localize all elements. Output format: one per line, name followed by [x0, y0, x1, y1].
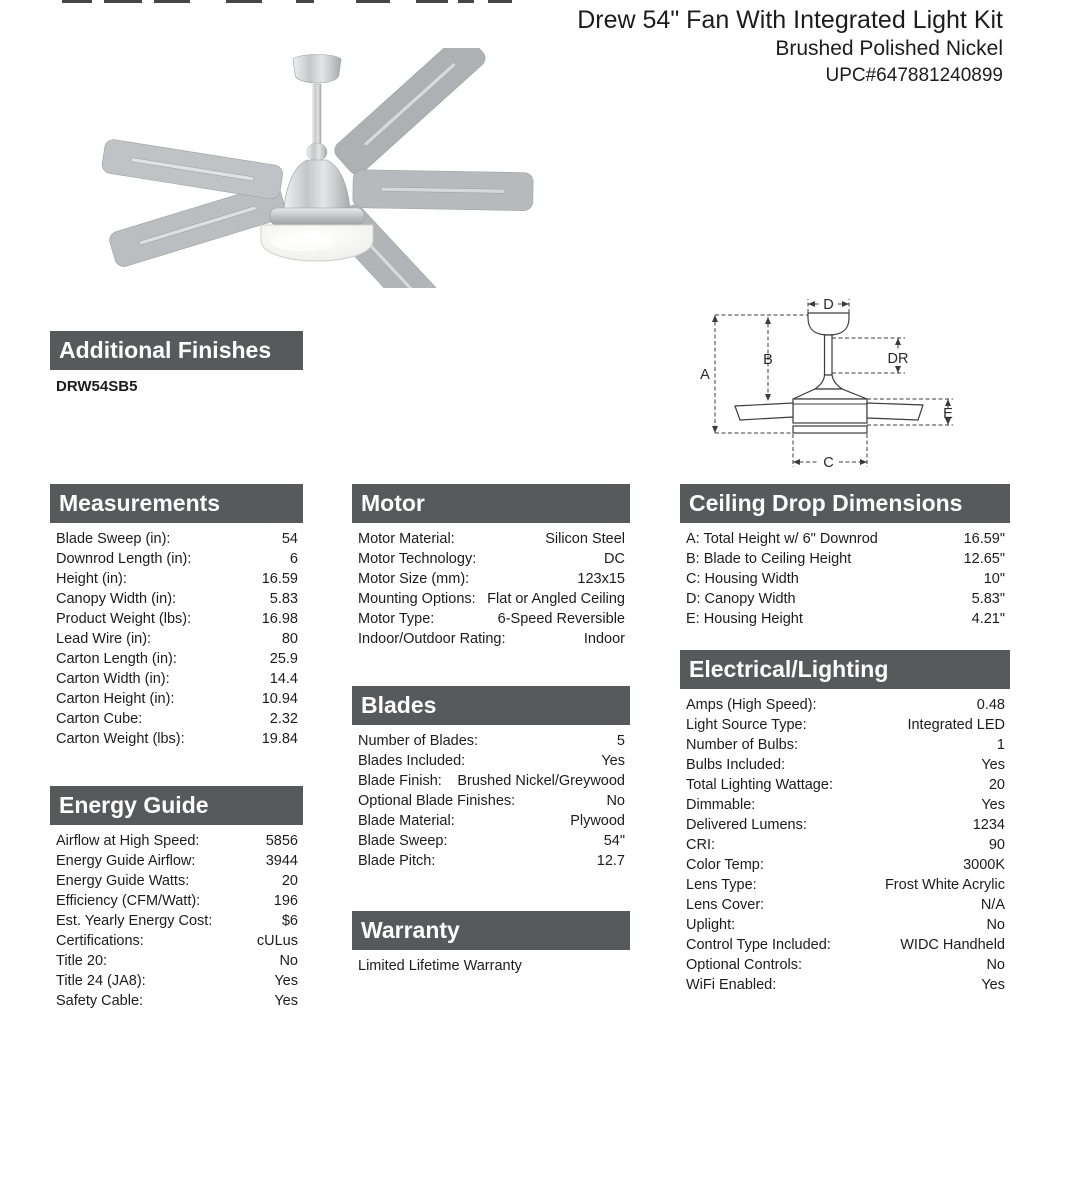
spec-value: 123x15 [577, 571, 625, 587]
cropped-text-fragment [356, 0, 390, 3]
spec-label: Height (in): [56, 571, 127, 587]
spec-value: cULus [256, 933, 298, 949]
spec-value: 10" [983, 571, 1005, 587]
product-upc: UPC#647881240899 [825, 65, 1003, 86]
ceiling-fan-illustration [55, 48, 575, 288]
spec-label: Optional Blade Finishes: [358, 793, 516, 809]
measurements-rows [50, 529, 303, 749]
spec-value: 5 [616, 733, 625, 749]
spec-row [56, 729, 298, 749]
spec-value: 6-Speed Reversible [497, 611, 625, 627]
spec-value: 12.65" [963, 551, 1005, 567]
blades-rows [352, 731, 630, 871]
spec-row [686, 529, 1005, 549]
spec-value: 90 [988, 837, 1005, 853]
spec-label: Amps (High Speed): [686, 697, 817, 713]
spec-row [686, 935, 1005, 955]
spec-label: Blade Sweep (in): [56, 531, 171, 547]
spec-row [56, 589, 298, 609]
spec-row [56, 649, 298, 669]
section-title: Additional Finishes [59, 337, 272, 363]
spec-row [686, 569, 1005, 589]
spec-label: Light Source Type: [686, 717, 807, 733]
dim-label-a: A [700, 367, 710, 383]
spec-row [358, 569, 625, 589]
spec-label: Optional Controls: [686, 957, 803, 973]
spec-value: 25.9 [269, 651, 298, 667]
spec-label: Motor Type: [358, 611, 435, 627]
spec-row [56, 851, 298, 871]
product-title: Drew 54" Fan With Integrated Light Kit [577, 6, 1003, 34]
spec-row [686, 955, 1005, 975]
spec-row [358, 731, 625, 751]
cropped-text-fragment [488, 0, 512, 3]
spec-label: Delivered Lumens: [686, 817, 807, 833]
spec-value: 3000K [963, 857, 1005, 873]
spec-value: 54" [603, 833, 625, 849]
energy-guide-rows [50, 831, 303, 1011]
spec-label: Total Lighting Wattage: [686, 777, 833, 793]
spec-row [686, 815, 1005, 835]
spec-label: Blades Included: [358, 753, 466, 769]
section-blades [352, 686, 630, 871]
cropped-text-fragment [458, 0, 474, 3]
spec-row [686, 695, 1005, 715]
spec-row [686, 549, 1005, 569]
spec-row [686, 755, 1005, 775]
spec-label: Carton Weight (lbs): [56, 731, 185, 747]
spec-label: B: Blade to Ceiling Height [686, 551, 852, 567]
spec-row [686, 875, 1005, 895]
spec-label: Indoor/Outdoor Rating: [358, 631, 506, 647]
spec-label: A: Total Height w/ 6" Downrod [686, 531, 878, 547]
spec-value: 0.48 [976, 697, 1005, 713]
spec-label: Safety Cable: [56, 993, 144, 1009]
spec-label: Energy Guide Airflow: [56, 853, 196, 869]
spec-value: 196 [273, 893, 298, 909]
dimension-diagram-svg [695, 283, 1015, 483]
spec-label: Blade Sweep: [358, 833, 448, 849]
spec-value: Frost White Acrylic [884, 877, 1005, 893]
spec-row [686, 915, 1005, 935]
spec-row [686, 775, 1005, 795]
spec-label: Est. Yearly Energy Cost: [56, 913, 213, 929]
spec-row [686, 589, 1005, 609]
dim-label-d: D [823, 297, 834, 313]
spec-value: 12.7 [596, 853, 625, 869]
spec-row [358, 589, 625, 609]
motor-rows [352, 529, 630, 649]
spec-row [56, 951, 298, 971]
spec-row [56, 609, 298, 629]
spec-value: 19.84 [261, 731, 298, 747]
spec-row [686, 975, 1005, 995]
cropped-text-fragment [296, 0, 314, 3]
section-title: Electrical/Lighting [689, 656, 889, 682]
section-header [50, 484, 303, 523]
spec-row [56, 911, 298, 931]
spec-label: Carton Cube: [56, 711, 143, 727]
spec-value: DC [604, 551, 625, 567]
section-header [50, 331, 303, 370]
spec-value: Brushed Nickel/Greywood [457, 773, 625, 789]
section-energy-guide [50, 786, 303, 1011]
spec-row [56, 529, 298, 549]
spec-row [56, 629, 298, 649]
spec-label: Carton Height (in): [56, 691, 175, 707]
spec-value: Plywood [570, 813, 625, 829]
spec-value: Integrated LED [907, 717, 1005, 733]
spec-row [358, 791, 625, 811]
section-ceiling-drop-dimensions [680, 484, 1010, 629]
spec-row [56, 971, 298, 991]
spec-label: Downrod Length (in): [56, 551, 192, 567]
section-warranty [352, 911, 630, 974]
spec-value: Yes [274, 993, 298, 1009]
spec-value: 16.59 [261, 571, 298, 587]
spec-row [358, 851, 625, 871]
electrical-rows [680, 695, 1010, 995]
spec-label: Blade Pitch: [358, 853, 436, 869]
cropped-text-fragment [226, 0, 262, 3]
spec-label: Title 24 (JA8): [56, 973, 146, 989]
spec-label: Motor Technology: [358, 551, 477, 567]
spec-row [358, 811, 625, 831]
spec-value: No [986, 917, 1005, 933]
spec-row [686, 855, 1005, 875]
spec-value: 54 [281, 531, 298, 547]
section-additional-finishes [50, 331, 303, 395]
section-header [352, 911, 630, 950]
dim-label-dr: DR [887, 351, 909, 367]
spec-row [686, 609, 1005, 629]
spec-label: Canopy Width (in): [56, 591, 177, 607]
section-header [352, 484, 630, 523]
spec-value: Yes [981, 797, 1005, 813]
section-motor [352, 484, 630, 649]
dim-label-e: E [943, 406, 953, 422]
spec-value: Yes [274, 973, 298, 989]
spec-row [56, 891, 298, 911]
section-header [352, 686, 630, 725]
cropped-text-fragment [104, 0, 142, 3]
spec-row [686, 895, 1005, 915]
spec-value: Yes [981, 757, 1005, 773]
spec-label: Number of Blades: [358, 733, 479, 749]
spec-label: Certifications: [56, 933, 144, 949]
spec-value: 6 [289, 551, 298, 567]
spec-label: Bulbs Included: [686, 757, 786, 773]
cropped-text-fragment [62, 0, 92, 3]
spec-row [56, 569, 298, 589]
spec-value: 10.94 [261, 691, 298, 707]
cropped-text-fragment [416, 0, 448, 3]
spec-label: Lens Cover: [686, 897, 765, 913]
spec-label: E: Housing Height [686, 611, 803, 627]
section-title: Ceiling Drop Dimensions [689, 490, 963, 516]
spec-row [56, 549, 298, 569]
spec-label: Title 20: [56, 953, 108, 969]
finish-model-number: DRW54SB5 [56, 378, 138, 395]
spec-value: No [606, 793, 625, 809]
section-header [680, 484, 1010, 523]
ceiling-drop-rows [680, 529, 1010, 629]
spec-label: Lead Wire (in): [56, 631, 152, 647]
spec-value: 20 [281, 873, 298, 889]
spec-value: 16.98 [261, 611, 298, 627]
spec-value: 20 [988, 777, 1005, 793]
section-title: Blades [361, 692, 437, 718]
section-title: Warranty [361, 917, 460, 943]
spec-row [56, 709, 298, 729]
spec-value: 3944 [265, 853, 298, 869]
spec-value: Yes [601, 753, 625, 769]
spec-label: Motor Material: [358, 531, 455, 547]
spec-row [686, 715, 1005, 735]
ceiling-drop-diagram [695, 283, 1015, 483]
spec-label: C: Housing Width [686, 571, 799, 587]
spec-label: Color Temp: [686, 857, 764, 873]
spec-label: Number of Bulbs: [686, 737, 799, 753]
spec-label: Blade Finish: [358, 773, 442, 789]
spec-label: Blade Material: [358, 813, 455, 829]
cropped-text-fragment [154, 0, 190, 3]
warranty-text: Limited Lifetime Warranty [358, 958, 522, 974]
section-header [680, 650, 1010, 689]
spec-label: Lens Type: [686, 877, 757, 893]
spec-label: Efficiency (CFM/Watt): [56, 893, 201, 909]
spec-row [686, 795, 1005, 815]
spec-row [358, 831, 625, 851]
spec-row [56, 931, 298, 951]
spec-value: Silicon Steel [545, 531, 625, 547]
spec-row [686, 835, 1005, 855]
section-measurements [50, 484, 303, 749]
spec-value: N/A [980, 897, 1005, 913]
spec-value: 1 [996, 737, 1005, 753]
spec-value: 14.4 [269, 671, 298, 687]
spec-row [358, 751, 625, 771]
spec-label: Energy Guide Watts: [56, 873, 190, 889]
spec-row [56, 831, 298, 851]
product-finish: Brushed Polished Nickel [775, 37, 1003, 60]
spec-label: Product Weight (lbs): [56, 611, 192, 627]
spec-label: Carton Length (in): [56, 651, 177, 667]
spec-row [686, 735, 1005, 755]
spec-value: Yes [981, 977, 1005, 993]
spec-label: Dimmable: [686, 797, 756, 813]
spec-label: Uplight: [686, 917, 736, 933]
spec-row [56, 669, 298, 689]
spec-value: 16.59" [963, 531, 1005, 547]
spec-value: Flat or Angled Ceiling [487, 591, 625, 607]
spec-row [56, 871, 298, 891]
spec-row [358, 771, 625, 791]
section-title: Motor [361, 490, 425, 516]
section-header [50, 786, 303, 825]
spec-label: Mounting Options: [358, 591, 476, 607]
spec-value: $6 [281, 913, 298, 929]
spec-label: CRI: [686, 837, 715, 853]
spec-row [358, 629, 625, 649]
spec-label: Airflow at High Speed: [56, 833, 200, 849]
spec-row [358, 529, 625, 549]
spec-value: 5.83" [971, 591, 1005, 607]
spec-value: WIDC Handheld [900, 937, 1005, 953]
dim-label-c: C [823, 455, 834, 471]
spec-value: 5856 [265, 833, 298, 849]
section-title: Energy Guide [59, 792, 209, 818]
spec-value: 2.32 [269, 711, 298, 727]
spec-value: 4.21" [971, 611, 1005, 627]
spec-row [56, 991, 298, 1011]
spec-row [358, 609, 625, 629]
section-electrical-lighting [680, 650, 1010, 995]
spec-value: No [279, 953, 298, 969]
section-title: Measurements [59, 490, 221, 516]
spec-label: Carton Width (in): [56, 671, 170, 687]
spec-value: 5.83 [269, 591, 298, 607]
spec-label: WiFi Enabled: [686, 977, 777, 993]
spec-value: 1234 [972, 817, 1005, 833]
spec-value: Indoor [583, 631, 625, 647]
spec-value: 80 [281, 631, 298, 647]
spec-value: No [986, 957, 1005, 973]
product-title-block [577, 5, 1003, 89]
spec-label: Control Type Included: [686, 937, 831, 953]
spec-row [358, 549, 625, 569]
fan-product-image [55, 48, 575, 288]
spec-label: D: Canopy Width [686, 591, 796, 607]
dim-label-b: B [763, 352, 773, 368]
spec-row [56, 689, 298, 709]
spec-label: Motor Size (mm): [358, 571, 470, 587]
